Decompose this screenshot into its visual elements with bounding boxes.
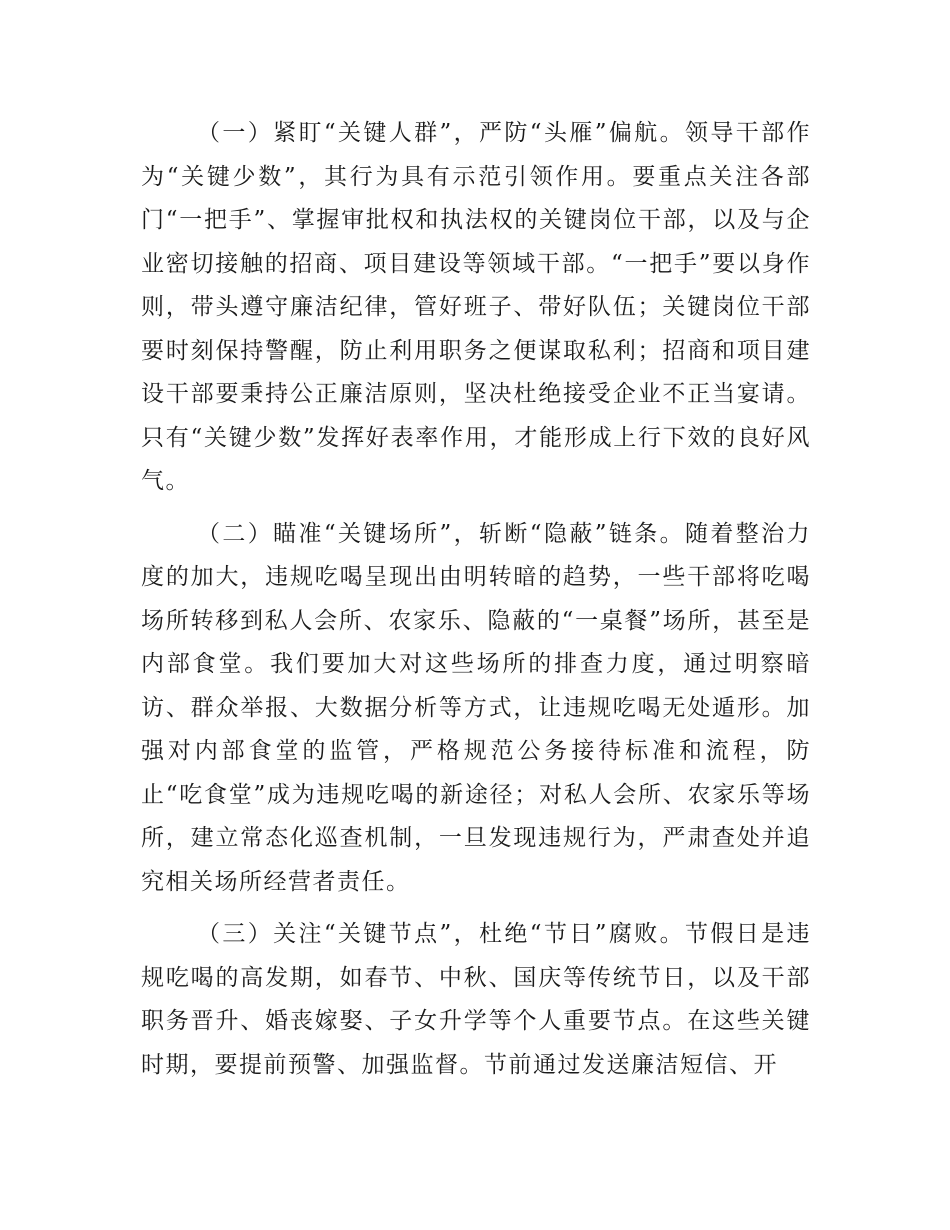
paragraph-key-periods: （三）关注“关键节点”，杜绝“节日”腐败。节假日是违规吃喝的高发期，如春节、中秋、国庆等传统节日，以及干部职务晋升、婚丧嫁娶、子女升学等个人重要节点。在这些关键时期，要提前预警、加强监督。节前通过发送廉洁短信、开 (141, 921, 811, 1078)
paragraph-key-personnel: （一）紧盯“关键人群”，严防“头雁”偏航。领导干部作为“关键少数”，其行为具有示范引领作用。要重点关注各部门“一把手”、掌握审批权和执法权的关键岗位干部，以及与企业密切接触的招商、项目建设等领域干部。“一把手”要以身作则，带头遵守廉洁纪律，管好班子、带好队伍；关键岗位干部要时刻保持警醒，防止利用职务之便谋取私利；招商和项目建设干部要秉持公正廉洁原则，坚决杜绝接受企业不正当宴请。只有“关键少数”发挥好表率作用，才能形成上行下效的良好风气。 (141, 120, 811, 494)
paragraph-key-venues: （二）瞄准“关键场所”，斩断“隐蔽”链条。随着整治力度的加大，违规吃喝呈现出由明转暗的趋势，一些干部将吃喝场所转移到私人会所、农家乐、隐蔽的“一桌餐”场所，甚至是内部食堂。我们要加大对这些场所的排查力度，通过明察暗访、群众举报、大数据分析等方式，让违规吃喝无处遁形。加强对内部食堂的监管，严格规范公务接待标准和流程，防止“吃食堂”成为违规吃喝的新途径；对私人会所、农家乐等场所，建立常态化巡查机制，一旦发现违规行为，严肃查处并追究相关场所经营者责任。 (141, 520, 811, 895)
document-body (141, 112, 811, 1096)
